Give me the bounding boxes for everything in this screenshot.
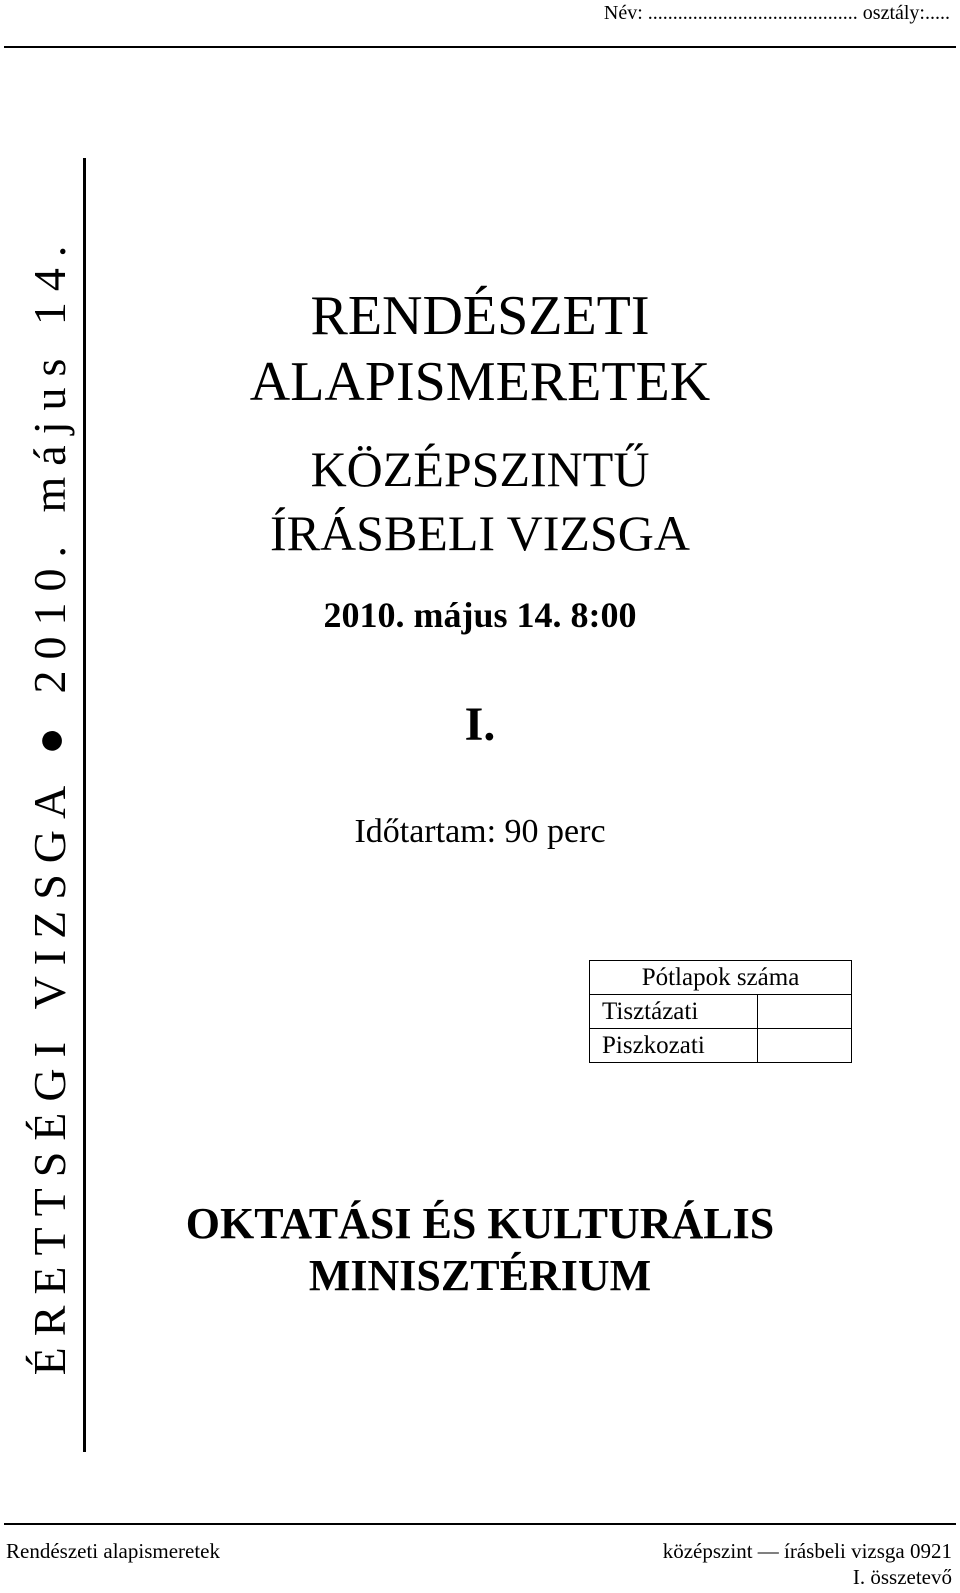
side-banner-text: ÉRETTSÉGI VIZSGA ● 2010. május 14. <box>24 234 75 1376</box>
exam-date: 2010. május 14. 8:00 <box>323 595 637 635</box>
ministry-line2: MINISZTÉRIUM <box>308 1251 652 1300</box>
exam-level-line1: KÖZÉPSZINTŰ <box>310 441 650 497</box>
header-name-class-line <box>0 0 960 26</box>
class-field-label: osztály:..... <box>862 2 950 24</box>
extra-sheets-header: Pótlapok száma <box>590 961 852 995</box>
footer-subject: Rendészeti alapismeretek <box>6 1539 220 1563</box>
footer-level-info: középszint — írásbeli vizsga 0921 <box>662 1539 952 1563</box>
table-row <box>590 995 852 1029</box>
footer-component: I. összetevő <box>852 1565 952 1589</box>
footer-right-block <box>663 1538 952 1590</box>
extra-sheets-clean-label: Tisztázati <box>590 995 758 1029</box>
extra-sheets-header-row <box>590 961 852 995</box>
subject-title-line2: ALAPISMERETEK <box>249 351 711 413</box>
exam-level-line2: ÍRÁSBELI VIZSGA <box>270 505 690 561</box>
name-field-label: Név: .......................................... <box>603 2 858 24</box>
header-rule <box>4 46 956 48</box>
exam-duration: Időtartam: 90 perc <box>354 813 606 850</box>
extra-sheets-draft-value <box>758 1029 852 1063</box>
ministry-line1: OKTATÁSI ÉS KULTURÁLIS <box>185 1199 775 1248</box>
side-banner <box>20 158 80 1452</box>
exam-part: I. <box>464 698 496 751</box>
subject-title-line1: RENDÉSZETI <box>310 285 650 347</box>
extra-sheets-clean-value <box>758 995 852 1029</box>
table-row <box>590 1029 852 1063</box>
extra-sheets-table <box>589 960 852 1063</box>
side-banner-rule <box>83 158 86 1452</box>
footer-rule <box>4 1523 956 1525</box>
extra-sheets-draft-label: Piszkozati <box>590 1029 758 1063</box>
